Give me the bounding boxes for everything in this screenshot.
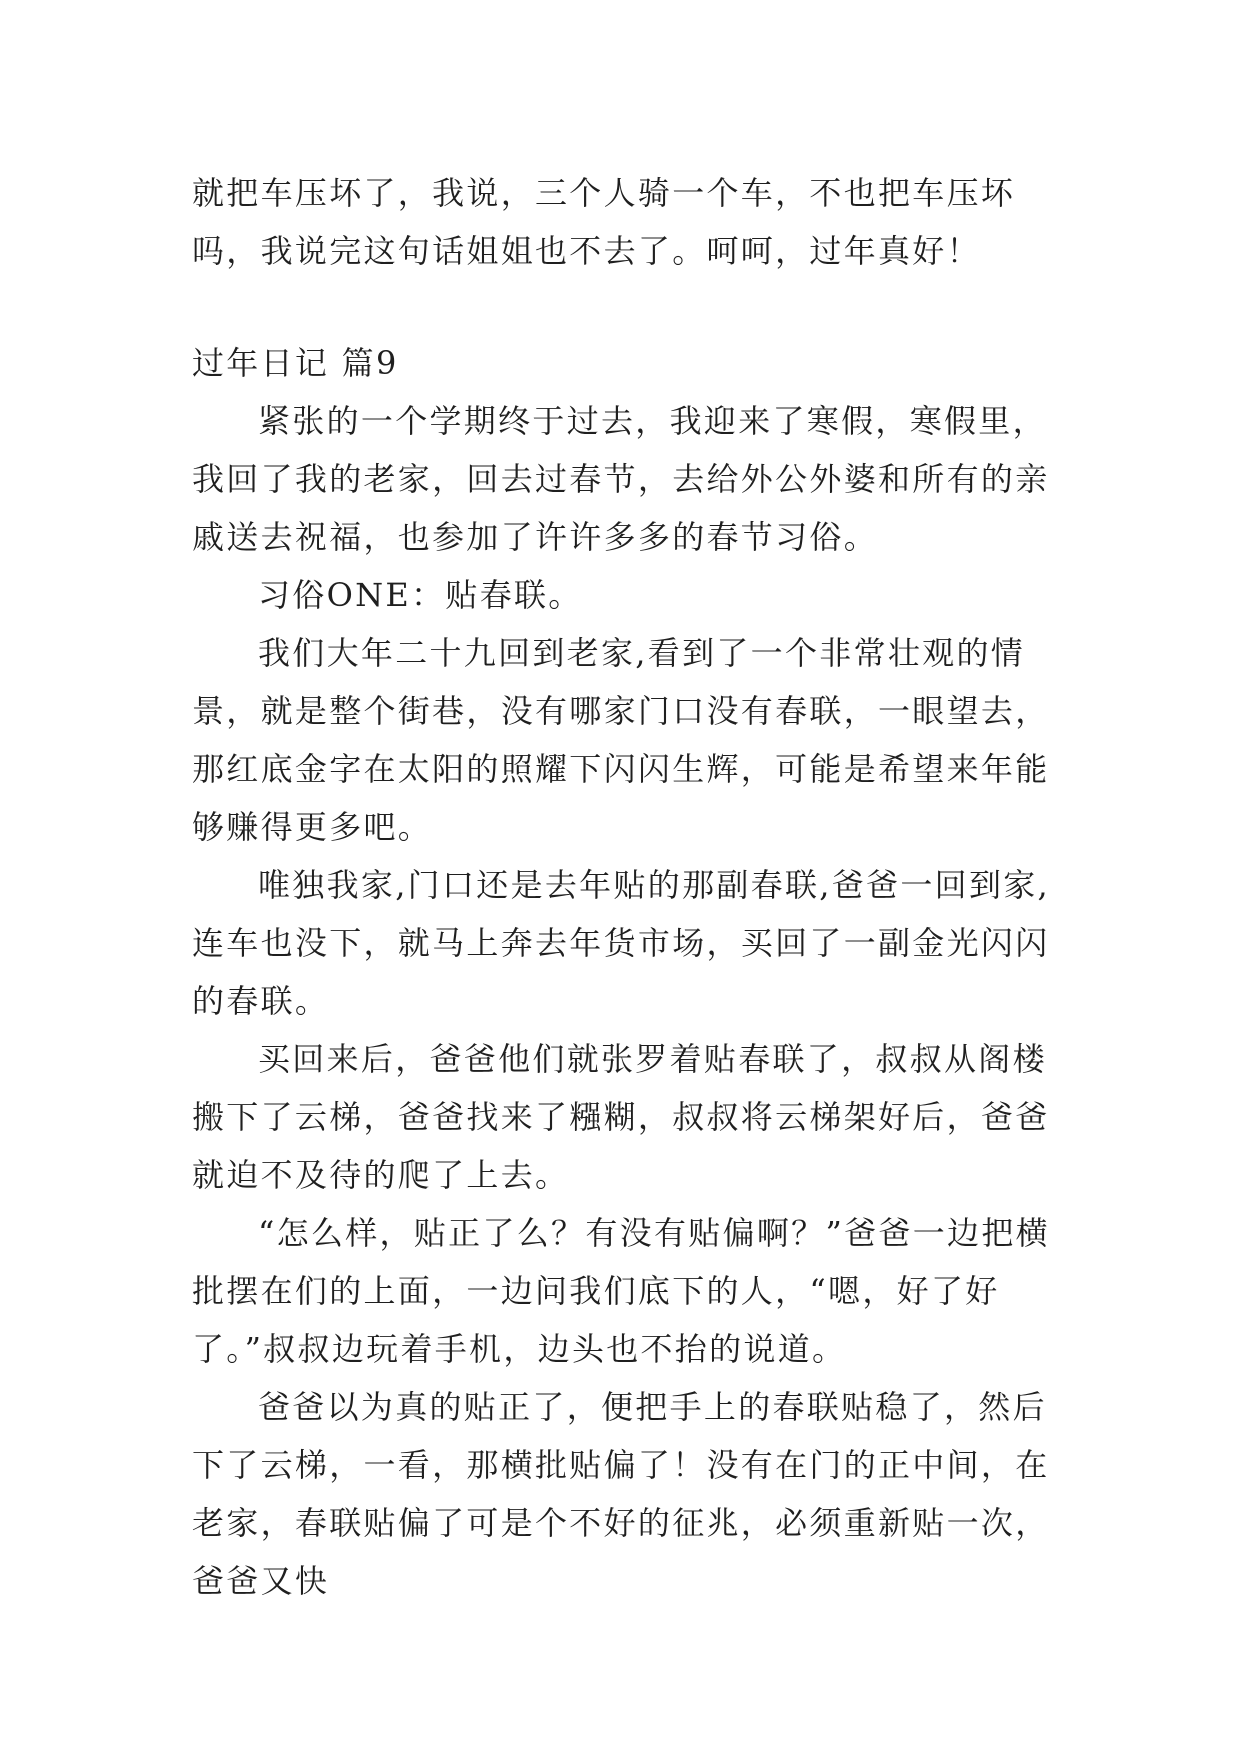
document-body [192, 164, 1072, 1610]
paragraph: 我们大年二十九回到老家,看到了一个非常壮观的情景，就是整个街巷，没有哪家门口没有春联，一眼望去，那红底金字在太阳的照耀下闪闪生辉，可能是希望来年能够赚得更多吧。 [192, 634, 1050, 846]
paragraph: 爸爸以为真的贴正了，便把手上的春联贴稳了，然后下了云梯，一看，那横批贴偏了！没有在门的正中间，在老家，春联贴偏了可是个不好的征兆，必须重新贴一次，爸爸又快 [192, 1388, 1050, 1600]
section-title: 过年日记 篇9 [192, 344, 399, 382]
paragraph: 唯独我家,门口还是去年贴的那副春联,爸爸一回到家,连车也没下，就马上奔去年货市场，买回了一副金光闪闪的春联。 [192, 866, 1051, 1020]
paragraph: 习俗ONE：贴春联。 [258, 576, 583, 614]
continuation-paragraph: 就把车压坏了，我说，三个人骑一个车，不也把车压坏吗，我说完这句话姐姐也不去了。呵呵，过年真好！ [192, 174, 1016, 270]
paragraph: 紧张的一个学期终于过去，我迎来了寒假，寒假里，我回了我的老家，回去过春节，去给外公外婆和所有的亲戚送去祝福，也参加了许许多多的春节习俗。 [192, 402, 1050, 556]
paragraph: “怎么样，贴正了么？有没有贴偏啊？”爸爸一边把横批摆在们的上面，一边问我们底下的人，“嗯，好了好了。”叔叔边玩着手机，边头也不抬的说道。 [192, 1214, 1050, 1368]
paragraph: 买回来后，爸爸他们就张罗着贴春联了，叔叔从阁楼搬下了云梯，爸爸找来了糨糊，叔叔将云梯架好后，爸爸就迫不及待的爬了上去。 [192, 1040, 1050, 1194]
